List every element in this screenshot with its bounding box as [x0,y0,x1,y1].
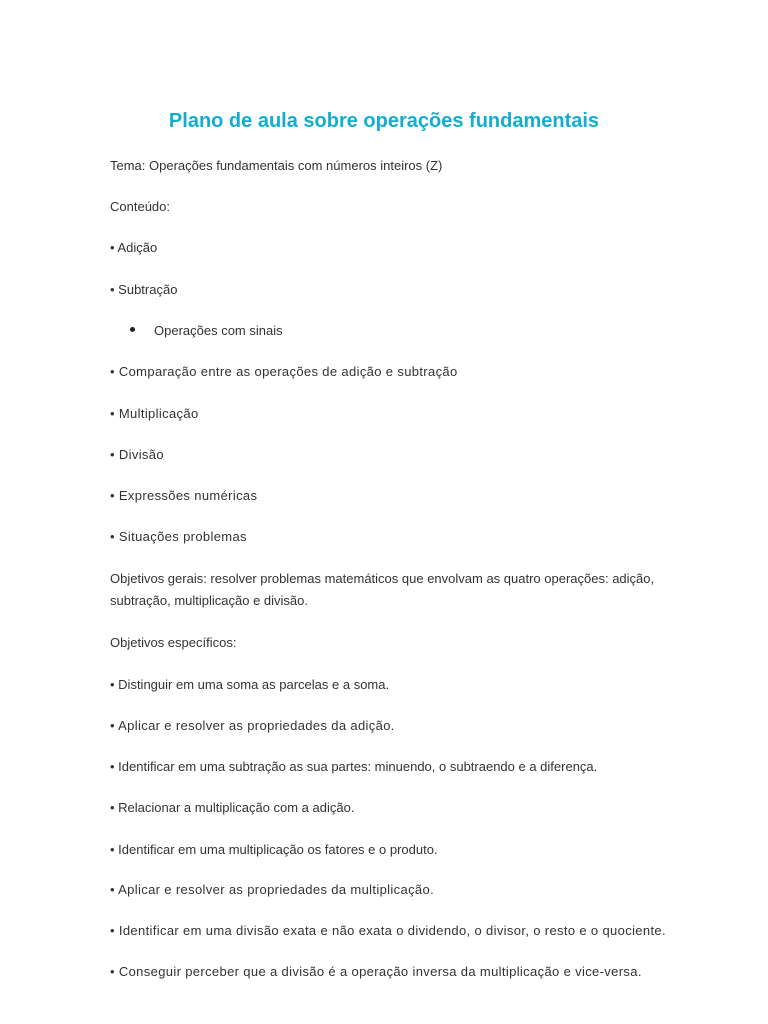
list-item: • Identificar em uma subtração as sua partes: minuendo, o subtraendo e a diferença. [110,759,598,774]
list-item: • Conseguir perceber que a divisão é a operação inversa da multiplicação e vice-versa. [110,964,642,979]
objetivos-especificos-label: Objetivos específicos: [110,635,237,650]
list-item: • Divisão [110,447,164,462]
list-item: • Distinguir em uma soma as parcelas e a soma. [110,677,390,692]
sub-list-item-label: Operações com sinais [154,323,283,338]
list-item: • Expressões numéricas [110,488,258,503]
list-item: • Adição [110,240,158,255]
list-item: • Aplicar e resolver as propriedades da adição. [110,718,395,733]
list-item: • Relacionar a multiplicação com a adição. [110,800,355,815]
list-item: • Comparação entre as operações de adição e subtração [110,364,458,379]
list-item: • Identificar em uma multiplicação os fatores e o produto. [110,842,438,857]
objetivos-gerais: Objetivos gerais: resolver problemas matemáticos que envolvam as quatro operações: adição, subtração, multiplicação e divisão. [110,571,655,608]
page-title: Plano de aula sobre operações fundamentais [168,110,600,132]
list-item: • Aplicar e resolver as propriedades da multiplicação. [110,882,435,897]
list-item: • Identificar em uma divisão exata e não exata o dividendo, o divisor, o resto e o quociente. [110,923,666,938]
sub-list-item [130,321,283,341]
list-item: • Subtração [110,282,178,297]
conteudo-label: Conteúdo: [110,199,170,214]
list-item: • Multiplicação [110,406,199,421]
bullet-dot-icon [130,327,135,332]
tema-line: Tema: Operações fundamentais com números inteiros (Z) [110,158,443,173]
list-item: • Situações problemas [110,529,247,544]
